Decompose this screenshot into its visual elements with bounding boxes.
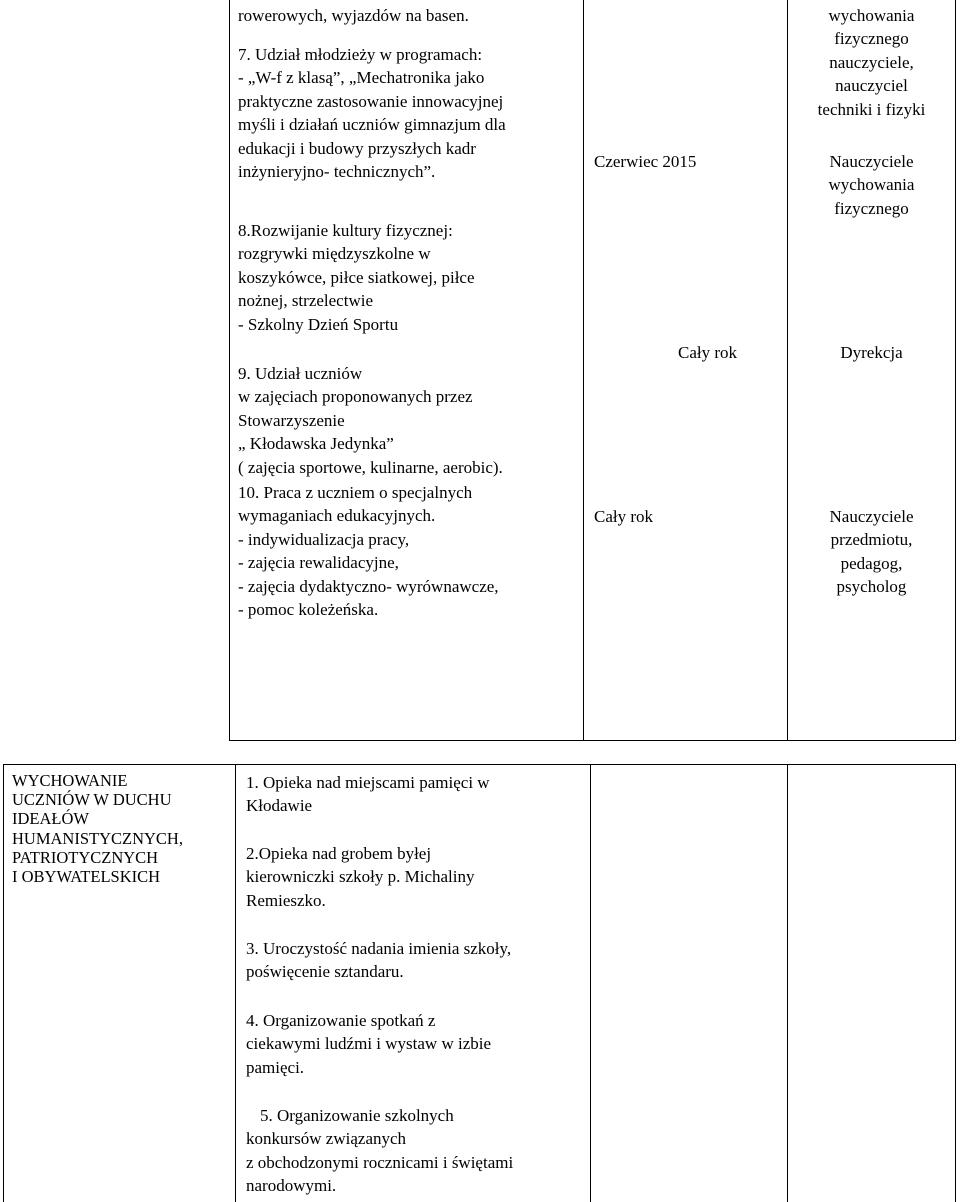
activity-line: 10. Praca z uczniem o specjalnych <box>238 483 473 502</box>
activity-item-9 <box>238 362 503 479</box>
activity-line: ciekawymi ludźmi i wystaw w izbie <box>246 1034 492 1054</box>
activity-line: narodowymi. <box>246 1176 337 1196</box>
area-heading <box>12 771 183 886</box>
activity-line: poświęcenie sztandaru. <box>246 962 404 982</box>
activity-line: 3. Uroczystość nadania imienia szkoły, <box>246 939 512 958</box>
term-text: Cały rok <box>594 507 654 526</box>
bottom-table-border <box>590 764 591 1202</box>
activity-line: 9. Udział uczniów <box>238 364 363 383</box>
area-heading-line: PATRIOTYCZNYCH <box>12 847 159 867</box>
activity-item-8 <box>238 219 475 336</box>
activity-line: w zajęciach proponowanych przez <box>238 387 473 407</box>
bottom-table-border <box>3 764 4 1202</box>
activity-line: - zajęcia dydaktyczno- wyrównawcze, <box>238 576 499 596</box>
activity-item-7 <box>238 43 506 183</box>
activity-line: - „W-f z klasą”, „Mechatronika jako <box>238 68 485 88</box>
responsible-cell: Dyrekcja <box>840 343 903 362</box>
responsible-line: nauczyciel <box>835 76 908 96</box>
activity-line: edukacji i budowy przyszłych kadr <box>238 138 476 158</box>
activity-item-1 <box>246 771 490 818</box>
activity-line: Kłodawie <box>246 796 313 816</box>
activity-text: rowerowych, wyjazdów na basen. <box>238 6 469 25</box>
top-table-border <box>955 0 956 741</box>
activity-line: 5. Organizowanie szkolnych <box>260 1106 454 1125</box>
top-table-border <box>229 740 956 741</box>
responsible-cell <box>788 505 955 599</box>
activity-line: praktyczne zastosowanie innowacyjnej <box>238 91 504 111</box>
activity-line: 1. Opieka nad miejscami pamięci w <box>246 773 490 792</box>
activity-line: z obchodzonymi rocznicami i świętami <box>246 1152 514 1172</box>
activity-line: 2.Opieka nad grobem byłej <box>246 844 432 863</box>
bottom-table-border <box>955 764 956 1202</box>
responsible-line: Nauczyciele <box>829 507 914 526</box>
activity-line: - Szkolny Dzień Sportu <box>238 314 399 334</box>
activity-line: - zajęcia rewalidacyjne, <box>238 553 399 573</box>
area-heading-line: I OBYWATELSKICH <box>12 866 161 886</box>
activity-line: konkursów związanych <box>246 1129 407 1149</box>
responsible-line: fizycznego <box>834 198 909 218</box>
term-text: Czerwiec 2015 <box>594 152 697 171</box>
responsible-line: fizycznego <box>834 29 909 49</box>
bottom-table-border <box>235 764 236 1202</box>
responsible-cell <box>788 150 955 220</box>
activity-line: - indywidualizacja pracy, <box>238 529 410 549</box>
activity-line: pamięci. <box>246 1057 305 1077</box>
responsible-line: wychowania <box>828 175 915 195</box>
activity-line: myśli i działań uczniów gimnazjum dla <box>238 115 506 135</box>
responsible-line: przedmiotu, <box>830 530 913 550</box>
activity-line: ( zajęcia sportowe, kulinarne, aerobic). <box>238 457 503 477</box>
activity-line: rozgrywki międzyszkolne w <box>238 244 431 264</box>
activity-line: „ Kłodawska Jedynka” <box>238 434 394 454</box>
activity-line: Stowarzyszenie <box>238 410 345 430</box>
activity-line: 7. Udział młodzieży w programach: <box>238 45 483 64</box>
responsible-line: wychowania <box>828 6 915 25</box>
activity-item-2 <box>246 842 475 912</box>
activity-item-5 <box>246 1104 513 1198</box>
top-table-border <box>583 0 584 741</box>
term-text: Cały rok <box>678 343 738 362</box>
area-heading-line: WYCHOWANIE <box>12 771 128 790</box>
activity-line: 4. Organizowanie spotkań z <box>246 1011 436 1030</box>
area-heading-line: UCZNIÓW W DUCHU <box>12 790 172 810</box>
activity-line: 8.Rozwijanie kultury fizycznej: <box>238 221 453 240</box>
activity-item-4 <box>246 1009 491 1079</box>
responsible-line: Nauczyciele <box>829 152 914 171</box>
activity-line: Remieszko. <box>246 890 326 910</box>
area-heading-line: HUMANISTYCZNYCH, <box>12 828 183 848</box>
activity-line: - pomoc koleżeńska. <box>238 599 379 619</box>
activity-line: koszykówce, piłce siatkowej, piłce <box>238 267 475 287</box>
activity-item-10 <box>238 481 499 621</box>
activity-line: inżynieryjno- technicznych”. <box>238 161 436 181</box>
activity-line: wymaganiach edukacyjnych. <box>238 506 436 526</box>
top-table-border <box>229 0 230 741</box>
activity-item-3 <box>246 937 511 984</box>
area-heading-line: IDEAŁÓW <box>12 809 89 829</box>
responsible-line: techniki i fizyki <box>817 99 926 119</box>
responsible-cell <box>788 4 955 121</box>
bottom-table-border <box>787 764 788 1202</box>
responsible-line: nauczyciele, <box>829 52 914 72</box>
responsible-line: pedagog, <box>840 553 903 573</box>
bottom-table-border <box>3 764 956 765</box>
activity-line: kierowniczki szkoły p. Michaliny <box>246 867 475 887</box>
activity-line: nożnej, strzelectwie <box>238 291 373 311</box>
responsible-line: psycholog <box>836 577 907 597</box>
